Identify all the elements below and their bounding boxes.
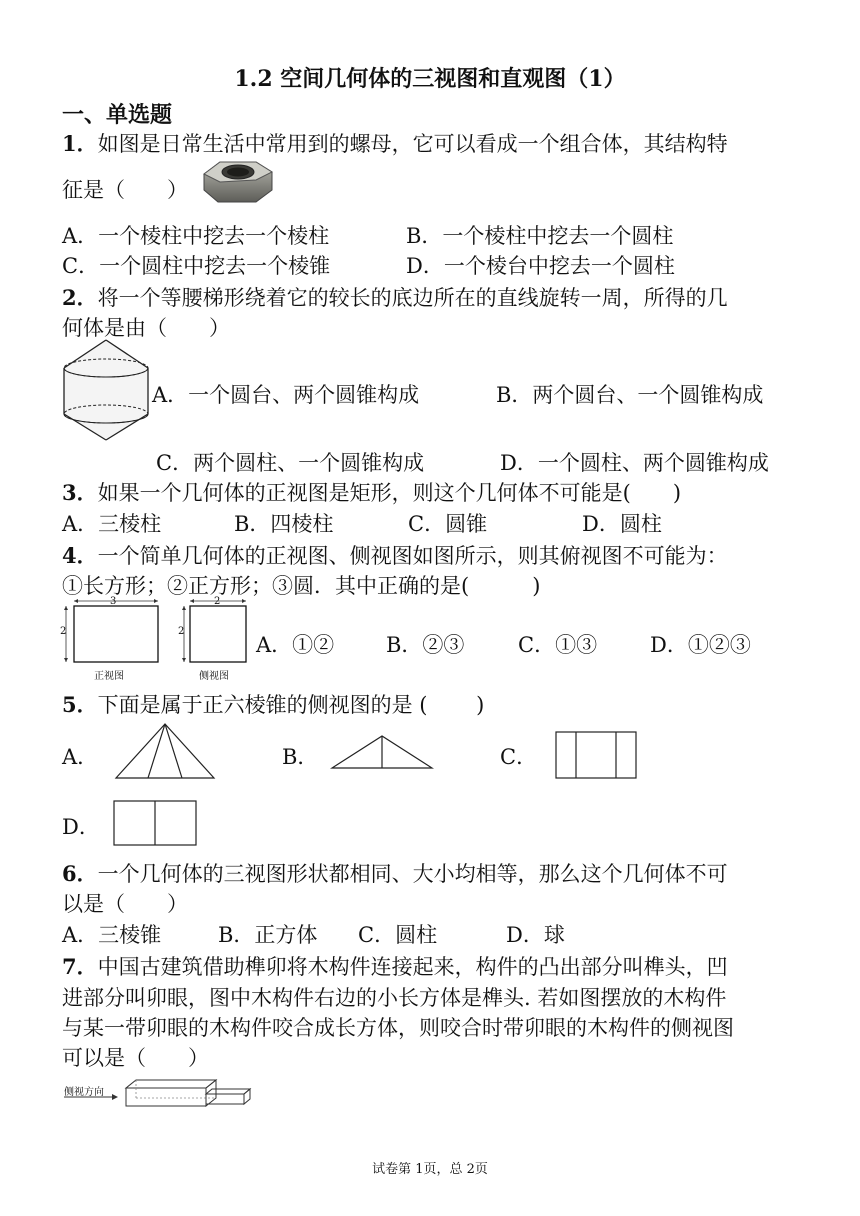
q4-option-d: D．①②③ <box>650 633 751 657</box>
q3-option-d: D．圆柱 <box>582 512 662 536</box>
front-view-caption: 正视图 <box>94 671 124 682</box>
q4-option-c: C．①③ <box>518 633 598 657</box>
page-footer: 试卷第 1页，总 2页 <box>372 1162 488 1177</box>
question-6-line-2: 以是（ ） <box>62 892 188 916</box>
nut-image <box>198 156 276 206</box>
question-4-line-1: 4．一个简单几何体的正视图、侧视图如图所示，则其俯视图不可能为： <box>62 543 728 568</box>
side-height-label: 2 <box>178 626 185 637</box>
side-view-caption: 侧视图 <box>199 671 229 682</box>
q5-option-b-label: B． <box>282 745 319 769</box>
q3-option-c: C．圆锥 <box>408 512 488 536</box>
q3-option-a: A．三棱柱 <box>62 512 162 536</box>
q3-option-b: B．四棱柱 <box>234 512 334 536</box>
question-3-line-1: 3．如果一个几何体的正视图是矩形，则这个几何体不可能是( ) <box>62 480 682 505</box>
q5-option-c-figure <box>554 730 638 780</box>
q2-option-c: C．两个圆柱、一个圆锥构成 <box>156 451 425 475</box>
q5-option-a-label: A． <box>62 745 99 769</box>
q4-option-a: A．①② <box>256 633 335 657</box>
mortise-tenon-figure <box>62 1076 254 1110</box>
q1-option-d: D．一个棱台中挖去一个圆柱 <box>406 254 675 278</box>
question-6-line-1: 6．一个几何体的三视图形状都相同、大小均相等，那么这个几何体不可 <box>62 861 728 886</box>
q1-option-a: A．一个棱柱中挖去一个棱柱 <box>62 224 330 248</box>
question-2-line-1: 2．将一个等腰梯形绕着它的较长的底边所在的直线旋转一周，所得的几 <box>62 285 728 310</box>
view-direction-label: 侧视方向 <box>64 1087 104 1098</box>
q1-option-b: B．一个棱柱中挖去一个圆柱 <box>406 224 674 248</box>
section-heading: 一、单选题 <box>62 102 173 128</box>
front-width-label: 3 <box>110 596 117 607</box>
question-4-line-2: ①长方形；②正方形；③圆．其中正确的是( ) <box>62 574 541 598</box>
q6-option-c: C．圆柱 <box>358 923 438 947</box>
q5-option-d-label: D． <box>62 815 100 839</box>
q6-option-b: B．正方体 <box>218 923 318 947</box>
question-7-line-4: 可以是（ ） <box>62 1046 209 1070</box>
q5-option-a-figure <box>114 722 216 780</box>
front-height-label: 2 <box>60 626 67 637</box>
q2-option-b: B．两个圆台、一个圆锥构成 <box>496 383 764 407</box>
question-1-line-1: 1．如图是日常生活中常用到的螺母，它可以看成一个组合体，其结构特 <box>62 131 728 156</box>
question-1-line-2: 征是（ ） <box>62 178 188 202</box>
q4-option-b: B．②③ <box>386 633 465 657</box>
q2-option-d: D．一个圆柱、两个圆锥构成 <box>500 451 769 475</box>
q5-option-c-label: C． <box>500 745 538 769</box>
solid-of-revolution-figure <box>60 338 152 442</box>
question-7-line-2: 进部分叫卯眼，图中木构件右边的小长方体是榫头. 若如图摆放的木构件 <box>62 986 727 1010</box>
q6-option-d: D．球 <box>506 923 565 947</box>
side-width-label: 2 <box>214 596 221 607</box>
q2-option-a: A．一个圆台、两个圆锥构成 <box>152 383 420 407</box>
question-7-line-3: 与某一带卯眼的木构件咬合成长方体，则咬合时带卯眼的木构件的侧视图 <box>62 1016 734 1040</box>
q5-option-b-figure <box>330 734 434 770</box>
q5-option-d-figure <box>112 799 198 847</box>
question-7-line-1: 7．中国古建筑借助榫卯将木构件连接起来，构件的凸出部分叫榫头，凹 <box>62 954 728 979</box>
page-title: 1.2 空间几何体的三视图和直观图（1） <box>234 66 626 92</box>
question-5-line-1: 5．下面是属于正六棱锥的侧视图的是 ( ) <box>62 692 485 717</box>
q6-option-a: A．三棱锥 <box>62 923 162 947</box>
q1-option-c: C．一个圆柱中挖去一个棱锥 <box>62 254 331 278</box>
question-2-line-2: 何体是由（ ） <box>62 316 230 340</box>
